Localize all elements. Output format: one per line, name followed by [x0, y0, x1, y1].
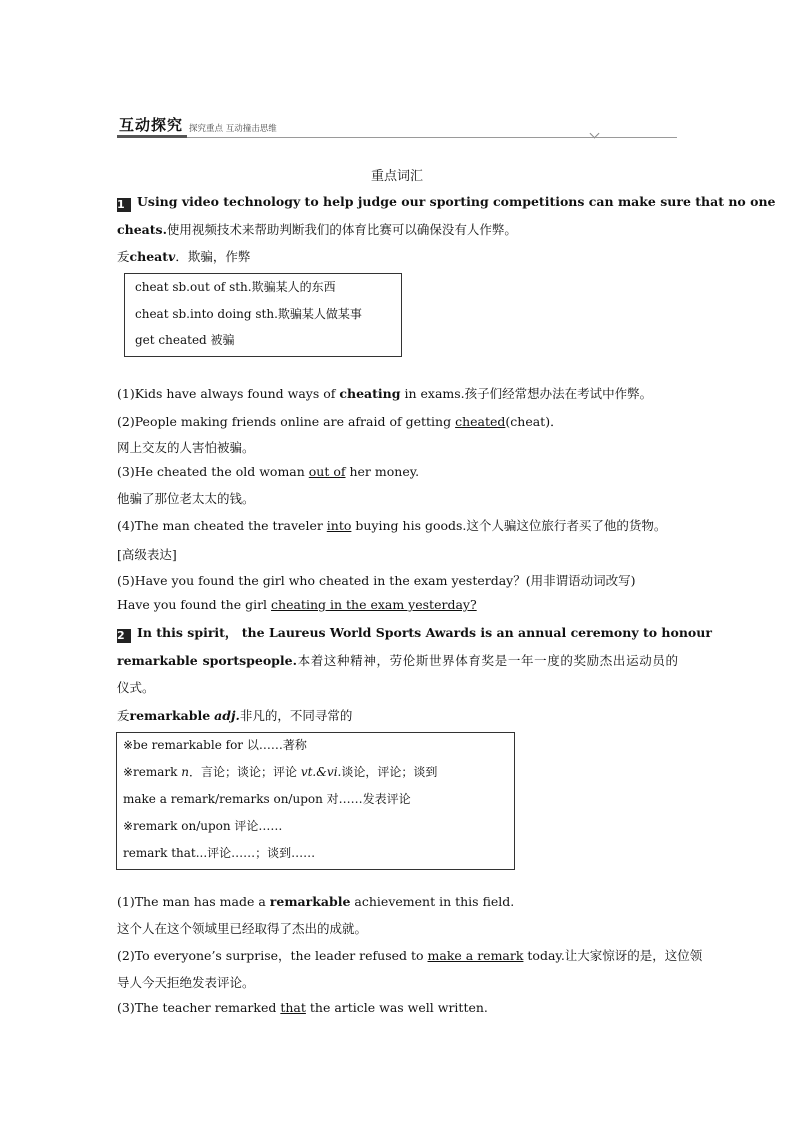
part-of-speech: v	[168, 249, 176, 264]
example-text: (3)He cheated the old woman	[117, 464, 309, 479]
phrase-pos: n	[181, 765, 189, 779]
answer-blank: out of	[308, 464, 346, 479]
item2-sentence-end: remarkable sportspeople.	[117, 653, 297, 668]
item2-example-2	[117, 946, 702, 964]
word-marker: 叐	[117, 708, 130, 723]
item1-example-2-translation: 网上交友的人害怕被骗。	[117, 440, 255, 455]
phrase-row: remark that...评论……；谈到……	[123, 846, 316, 860]
example-text: (cheat)．	[505, 414, 563, 429]
section-header	[117, 114, 677, 140]
answer-blank: cheated	[455, 414, 506, 429]
item2-phrase-box	[116, 732, 515, 870]
item2-example-2-translation: 导人今天拒绝发表评论。	[117, 975, 255, 990]
word-marker: 叐	[117, 249, 130, 264]
phrase-row	[123, 763, 437, 780]
phrase-row: get cheated 被骗	[135, 333, 235, 347]
example-keyword: cheating	[339, 386, 401, 401]
phrase-text: ※remark	[123, 765, 182, 779]
answer-blank: cheating in the exam yesterday?	[271, 597, 477, 612]
part-of-speech: adj.	[214, 708, 240, 723]
item2-word-entry	[117, 706, 352, 724]
phrase-pos: vt.&vi.	[300, 765, 342, 779]
item2-sentence-line2	[117, 651, 678, 669]
section-title: 互动探究	[119, 116, 184, 134]
phrase-row: ※be remarkable for 以……著称	[123, 738, 307, 752]
example-text: buying his goods.这个人骗这位旅行者买了他的货物。	[351, 518, 667, 533]
item2-example-1	[117, 894, 514, 909]
example-text: today.让大家惊讶的是，这位领	[523, 948, 703, 963]
word-meaning: ．欺骗，作弊	[175, 249, 251, 264]
example-text: the article was well written.	[305, 1000, 488, 1015]
page-heading: 重点词汇	[370, 169, 423, 184]
item2-example-1-translation: 这个人在这个领域里已经取得了杰出的成就。	[117, 921, 368, 936]
item1-example-2	[117, 412, 563, 430]
phrase-text: ．言论；谈论；评论	[188, 765, 301, 779]
phrase-row: ※remark on/upon 评论……	[123, 819, 283, 833]
example-text: in exams.孩子们经常想办法在考试中作弊。	[400, 386, 653, 401]
item2-sentence-text: In this spirit， the Laureus World Sports Awards is an annual ceremony to honour	[137, 625, 712, 640]
item1-phrase-box	[124, 273, 402, 357]
phrase-row: cheat sb.out of sth.欺骗某人的东西	[135, 280, 336, 294]
example-text: (1)The man has made a	[117, 894, 270, 909]
example-text: Have you found the girl	[117, 597, 272, 612]
item1-example-5-answer	[117, 597, 477, 612]
item1-example-5: (5)Have you found the girl who cheated in the exam yesterday？(用非谓语动词改写)	[117, 573, 636, 588]
phrase-text: 谈论，评论；谈到	[341, 765, 438, 779]
item1-example-3	[117, 464, 419, 479]
item2-sentence-line3: 仪式。	[117, 680, 155, 695]
phrase-row: make a remark/remarks on/upon 对……发表评论	[123, 792, 411, 806]
item1-sentence-line1	[117, 194, 776, 212]
example-text: achievement in this field.	[350, 894, 515, 909]
word-meaning: 非凡的，不同寻常的	[239, 708, 353, 723]
item1-example-1	[117, 384, 652, 402]
item2-sentence-line1	[117, 623, 712, 643]
answer-blank: that	[280, 1000, 306, 1015]
section-rule-accent	[117, 135, 187, 138]
headword: remarkable	[129, 708, 211, 723]
example-text: her money.	[345, 464, 420, 479]
example-keyword: remarkable	[269, 894, 351, 909]
example-text: (3)The teacher remarked	[117, 1000, 281, 1015]
item1-word-entry	[117, 247, 250, 265]
example-text: (1)Kids have always found ways of	[117, 386, 340, 401]
item1-sentence-end: cheats.	[117, 222, 167, 237]
item2-sentence-translation: 本着这种精神，劳伦斯世界体育奖是一年一度的奖励杰出运动员的	[296, 653, 678, 668]
example-text: (2)People making friends online are afraid of getting	[117, 414, 456, 429]
item1-example-4	[117, 516, 666, 534]
section-subtitle: 探究重点 互动撞击思维	[189, 124, 277, 134]
item1-sentence-translation: 使用视频技术来帮助判断我们的体育比赛可以确保没有人作弊。	[166, 222, 517, 237]
example-text: (4)The man cheated the traveler	[117, 518, 327, 533]
item1-example-3-translation: 他骗了那位老太太的钱。	[117, 491, 255, 506]
answer-blank: into	[326, 518, 352, 533]
answer-blank: make a remark	[427, 948, 524, 963]
phrase-row: cheat sb.into doing sth.欺骗某人做某事	[135, 307, 362, 321]
example-text: (2)To everyone’s surprise，the leader refused to	[117, 948, 428, 963]
item1-sentence-line2	[117, 220, 517, 238]
item-number-badge: 1	[117, 198, 131, 212]
headword: cheat	[129, 249, 169, 264]
item-number-badge: 2	[117, 629, 131, 643]
item1-sentence-text: Using video technology to help judge our sporting competitions can make sure that no one	[137, 194, 776, 209]
item2-example-3	[117, 1000, 488, 1015]
advanced-expression-label: [高级表达]	[117, 547, 177, 562]
